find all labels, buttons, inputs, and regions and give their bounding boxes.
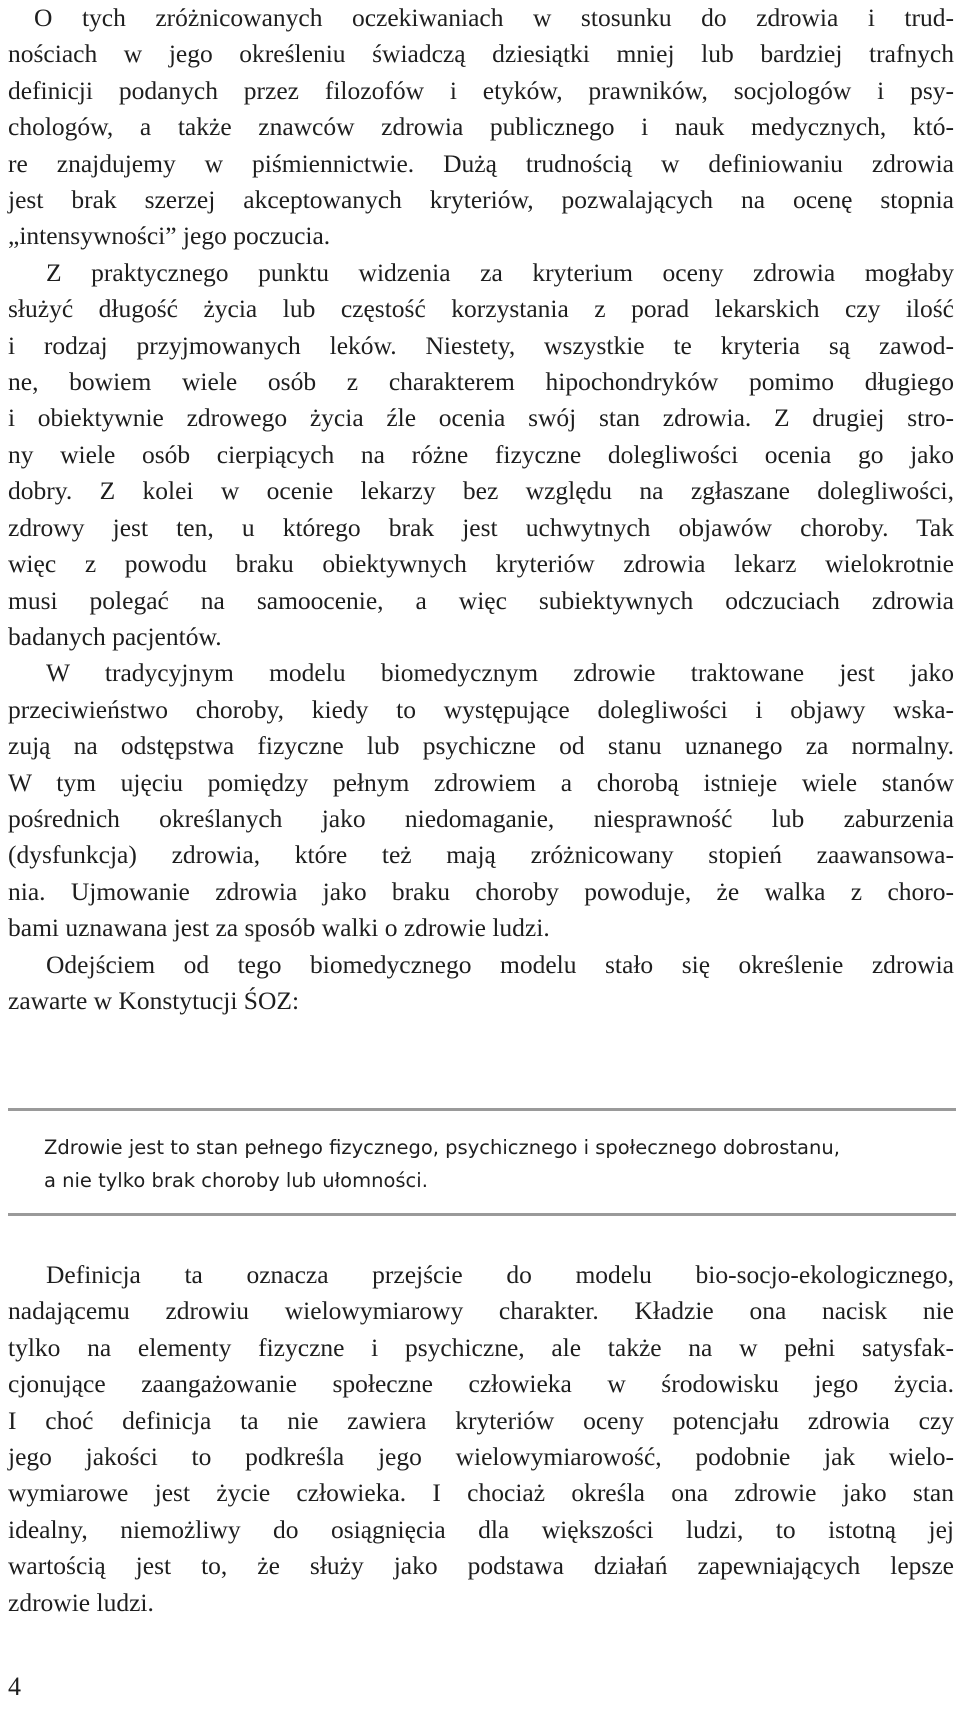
text-line: pośrednich określanych jako niedomaganie, niesprawność lub zaburzenia [8, 803, 954, 833]
paragraph-3 [8, 655, 954, 946]
text-line: definicji podanych przez filozofów i etyków, prawników, socjologów i psy- [8, 75, 954, 105]
paragraph-1 [8, 0, 954, 255]
text-line: Definicja ta oznacza przejście do modelu bio-socjo-ekologicznego, [46, 1260, 954, 1289]
text-line: nadającemu zdrowiu wielowymiarowy charakter. Kładzie ona nacisk nie [8, 1296, 954, 1326]
text-line: nia. Ujmowanie zdrowia jako braku choroby powoduje, że walka z choro- [8, 876, 954, 906]
who-definition-quote [8, 1108, 956, 1216]
body-text-top [8, 0, 954, 1019]
text-line: ne, bowiem wiele osób z charakterem hipochondryków pomimo długiego [8, 367, 954, 397]
text-line: re znajdujemy w piśmiennictwie. Dużą trudnością w definiowaniu zdrowia [8, 148, 954, 178]
text-line: zdrowie ludzi. [8, 1587, 154, 1617]
text-line: przeciwieństwo choroby, kiedy to występujące dolegliwości i objawy wska- [8, 694, 954, 724]
text-line: zdrowy jest ten, u którego brak jest uchwytnych objawów choroby. Tak [8, 512, 954, 542]
text-line: badanych pacjentów. [8, 621, 222, 651]
text-line: I choć definicja ta nie zawiera kryteriów oceny potencjału zdrowia czy [8, 1405, 954, 1435]
quote-text [44, 1131, 944, 1197]
text-line: a nie tylko brak choroby lub ułomności. [44, 1169, 428, 1192]
text-line: Z praktycznego punktu widzenia za kryterium oceny zdrowia mogłaby [46, 257, 954, 287]
text-line: służyć długość życia lub częstość korzystania z porad lekarskich czy ilość [8, 294, 954, 324]
text-line: „intensywności” jego poczucia. [8, 221, 331, 251]
text-line: więc z powodu braku obiektywnych kryteriów zdrowia lekarz wielokrotnie [8, 549, 954, 579]
text-line: tylko na elementy fizyczne i psychiczne, ale także na w pełni satysfak- [8, 1332, 954, 1362]
text-line: jego jakości to podkreśla jego wielowymiarowość, podobnie jak wielo- [8, 1442, 954, 1472]
text-line: jest brak szerzej akceptowanych kryteriów, pozwalających na ocenę stopnia [8, 185, 954, 215]
text-line: nościach w jego określeniu świadczą dziesiątki mniej lub bardziej trafnych [8, 39, 954, 69]
text-line: W tradycyjnym modelu biomedycznym zdrowie traktowane jest jako [46, 658, 954, 688]
text-line: i rodzaj przyjmowanych leków. Niestety, wszystkie te kryteria są zawod- [8, 330, 954, 360]
text-line: idealny, niemożliwy do osiągnięcia dla większości ludzi, to istotną jej [8, 1514, 954, 1544]
text-line: O tych zróżnicowanych oczekiwaniach w stosunku do zdrowia i trud- [34, 3, 954, 32]
body-text-bottom [8, 1257, 954, 1621]
text-line: wymiarowe jest życie człowieka. I chociaż określa ona zdrowie jako stan [8, 1478, 954, 1508]
text-line: dobry. Z kolei w ocenie lekarzy bez względu na zgłaszane dolegliwości, [8, 476, 954, 506]
text-line: zują na odstępstwa fizyczne lub psychiczne od stanu uznanego za normalny. [8, 731, 954, 761]
text-line: cjonujące zaangażowanie społeczne człowieka w środowisku jego życia. [8, 1369, 954, 1399]
text-line: i obiektywnie zdrowego życia źle ocenia swój stan zdrowia. Z drugiej stro- [8, 403, 954, 433]
text-line: chologów, a także znawców zdrowia publicznego i nauk medycznych, któ- [8, 112, 954, 142]
paragraph-5 [8, 1257, 954, 1621]
text-line: musi polegać na samoocenie, a więc subiektywnych odczuciach zdrowia [8, 585, 954, 615]
text-line: zawarte w Konstytucji ŚOZ: [8, 985, 300, 1015]
text-line: Odejściem od tego biomedycznego modelu stało się określenie zdrowia [46, 949, 954, 979]
text-line: (dysfunkcja) zdrowia, które też mają zróżnicowany stopień zaawansowa- [8, 840, 954, 870]
paragraph-4 [8, 947, 954, 1020]
text-line: wartością jest to, że służy jako podstawa działań zapewniających lepsze [8, 1551, 954, 1581]
paragraph-2 [8, 255, 954, 655]
text-line: bami uznawana jest za sposób walki o zdrowie ludzi. [8, 913, 550, 943]
text-line: W tym ujęciu pomiędzy pełnym zdrowiem a chorobą istnieje wiele stanów [8, 767, 954, 797]
text-line: Zdrowie jest to stan pełnego fizycznego, psychicznego i społecznego dobrostanu, [44, 1136, 840, 1159]
page-number: 4 [8, 1672, 21, 1701]
text-line: ny wiele osób cierpiących na różne fizyczne dolegliwości ocenia go jako [8, 439, 954, 469]
